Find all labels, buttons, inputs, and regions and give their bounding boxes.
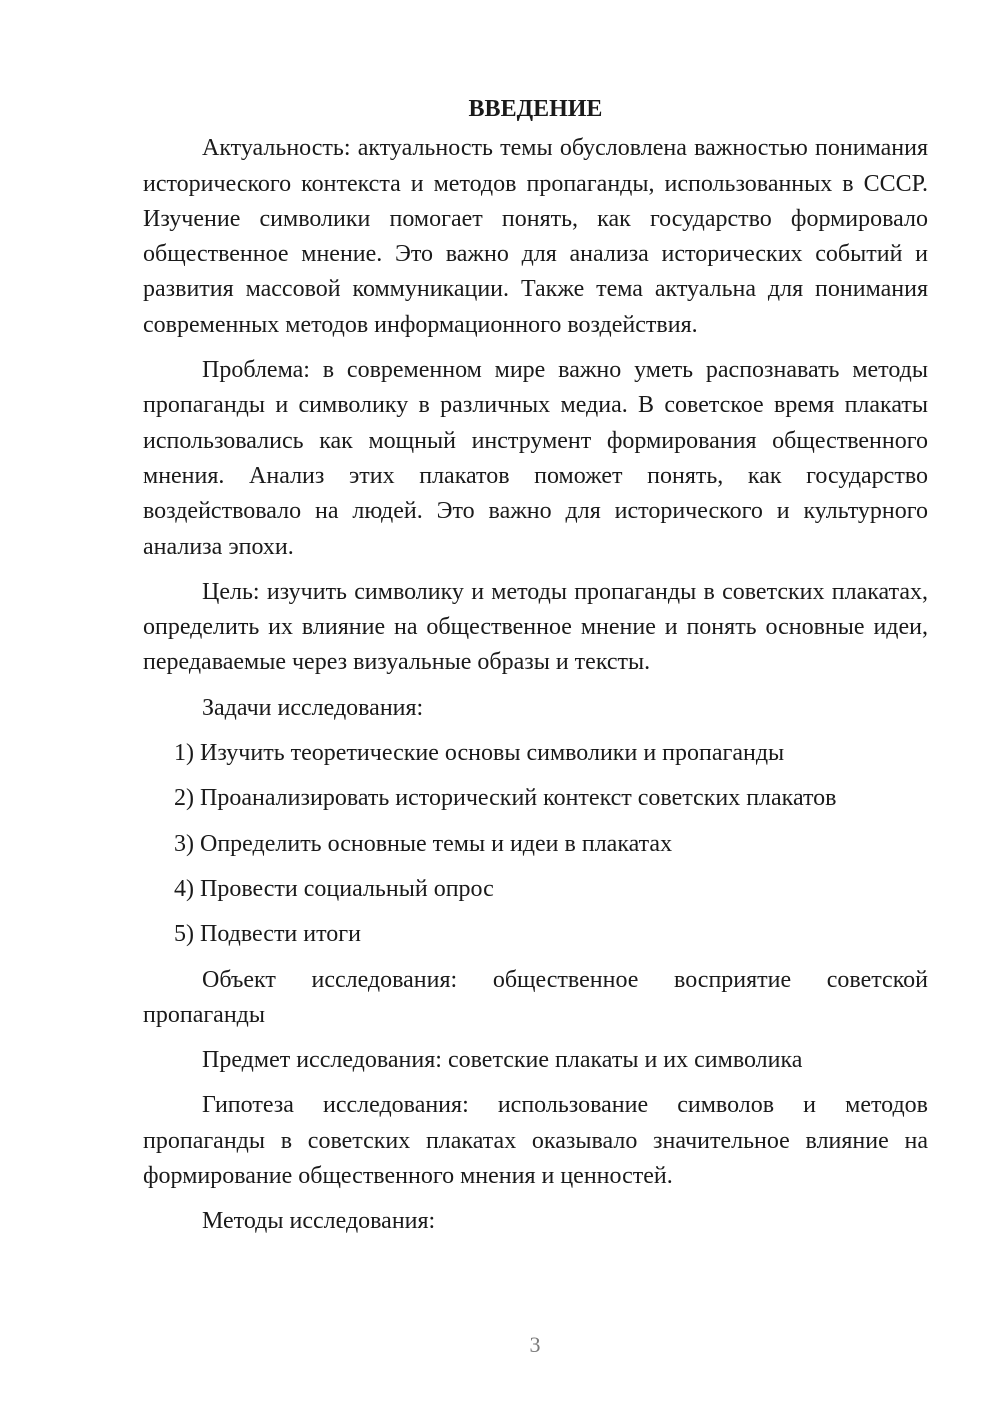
section-heading: ВВЕДЕНИЕ (468, 96, 603, 122)
task-item: 3) Определить основные темы и идеи в плакатах (174, 830, 673, 857)
task-item: 4) Провести социальный опрос (174, 875, 494, 902)
tasks-heading: Задачи исследования: (202, 694, 424, 721)
hypothesis-paragraph: Гипотеза исследования: использование символов и методов пропаганды в советских плакатах оказывало значительное влияние на формирование общественного мнения и ценностей. (143, 1092, 928, 1190)
page-number: 3 (529, 1332, 541, 1357)
problem-paragraph: Проблема: в современном мире важно уметь распознавать методы пропаганды и символику в различных медиа. В советское время плакаты использовались как мощный инструмент формирования общественного мнения. Анализ этих плакатов поможет понять, как государство воздействовало на людей. Это важно для исторического и культурного анализа эпохи. (143, 357, 928, 560)
page-content (143, 92, 928, 1250)
goal-paragraph: Цель: изучить символику и методы пропаганды в советских плакатах, определить их влияние на общественное мнение и понять основные идеи, передаваемые через визуальные образы и тексты. (143, 578, 928, 676)
task-item: 1) Изучить теоретические основы символики и пропаганды (174, 740, 785, 767)
task-item: 5) Подвести итоги (174, 921, 361, 948)
relevance-paragraph: Актуальность: актуальность темы обусловлена важностью понимания исторического контекста и методов пропаганды, использованных в СССР. Изучение символики помогает понять, как государство формировало общественное мнение. Это важно для анализа исторических событий и развития массовой коммуникации. Также тема актуальна для понимания современных методов информационного воздействия. (143, 135, 928, 338)
task-item: 2) Проанализировать исторический контекст советских плакатов (174, 785, 837, 812)
subject-paragraph: Предмет исследования: советские плакаты и их символика (202, 1047, 803, 1074)
object-paragraph: Объект исследования: общественное восприятие советской пропаганды (143, 966, 928, 1028)
methods-heading: Методы исследования: (202, 1208, 436, 1235)
